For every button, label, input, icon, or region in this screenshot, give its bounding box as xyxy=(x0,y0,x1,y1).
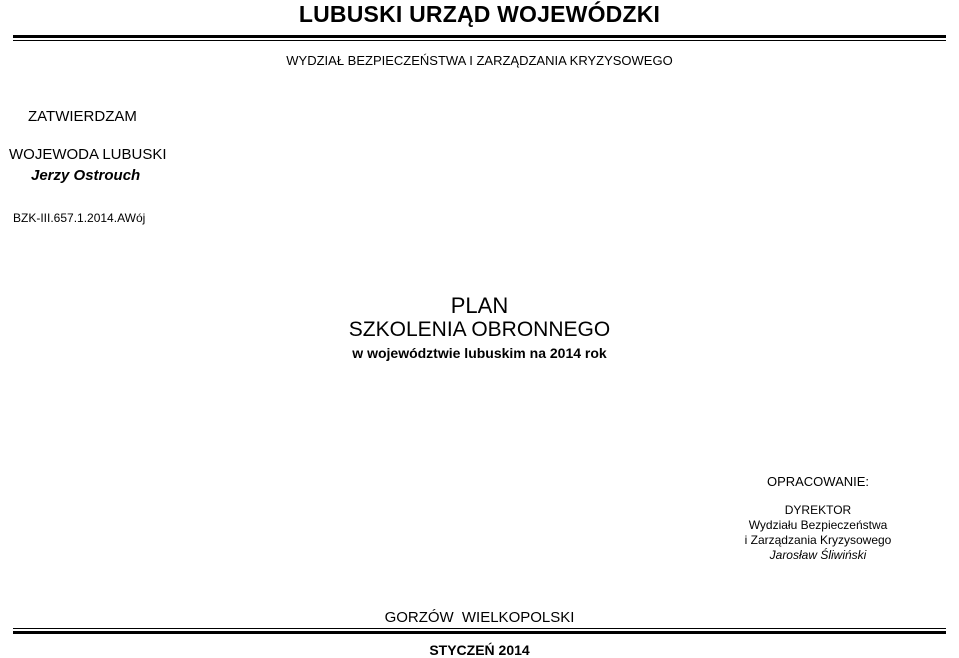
approver-name: Jerzy Ostrouch xyxy=(31,167,141,184)
header-rule-thin xyxy=(13,40,946,41)
approver-title: WOJEWODA LUBUSKI xyxy=(9,146,167,163)
prepared-by-unit-line1: Wydziału Bezpieczeństwa xyxy=(748,518,888,532)
reference-number: BZK-III.657.1.2014.AWój xyxy=(13,211,146,225)
office-name: LUBUSKI URZĄD WOJEWÓDZKI xyxy=(298,1,661,27)
document-title: PLAN xyxy=(450,293,509,318)
footer-rule-thick xyxy=(13,631,946,634)
footer-city: GORZÓW WIELKOPOLSKI xyxy=(384,609,575,626)
footer-rule-thin xyxy=(13,628,946,629)
document-subtitle: SZKOLENIA OBRONNEGO xyxy=(348,318,611,341)
prepared-by-unit-line2: i Zarządzania Kryzysowego xyxy=(744,533,892,547)
prepared-by-role: DYREKTOR xyxy=(784,503,852,517)
header-rule-thick xyxy=(13,35,946,38)
approval-label: ZATWIERDZAM xyxy=(28,108,137,125)
footer-date: STYCZEŃ 2014 xyxy=(429,642,530,658)
prepared-by-block xyxy=(728,474,908,563)
prepared-by-name: Jarosław Śliwiński xyxy=(769,548,867,562)
document-scope: w województwie lubuskim na 2014 rok xyxy=(352,345,607,361)
prepared-by-label: OPRACOWANIE: xyxy=(766,474,870,489)
department-name: WYDZIAŁ BEZPIECZEŃSTWA I ZARZĄDZANIA KRYZYSOWEGO xyxy=(286,53,673,68)
